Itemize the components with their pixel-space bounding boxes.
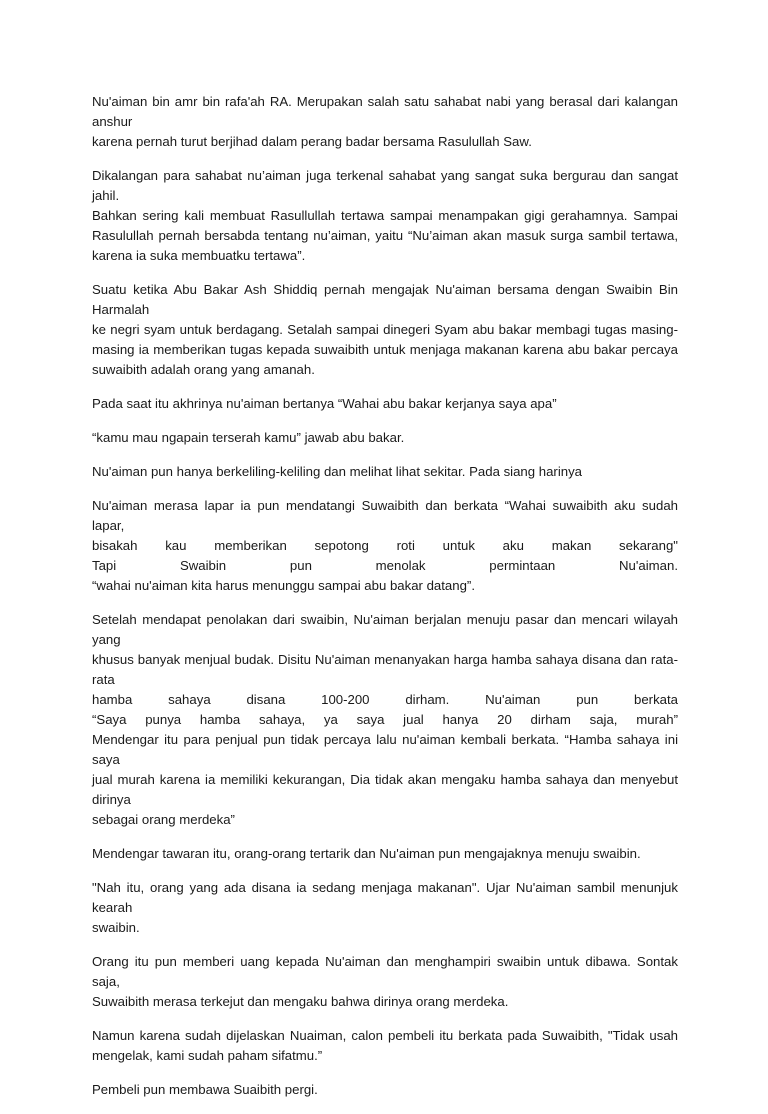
text-line: “Saya punya hamba sahaya, ya saya jual hanya 20 dirham saja, murah” xyxy=(92,712,678,727)
text-line: Nu'aiman merasa lapar ia pun mendatangi Suwaibith dan berkata “Wahai suwaibith aku sudah lapar, xyxy=(92,498,678,533)
document-page xyxy=(92,92,678,1114)
paragraph-13 xyxy=(92,1080,678,1100)
text-line: Mendengar itu para penjual pun tidak percaya lalu nu'aiman kembali berkata. “Hamba sahaya ini saya xyxy=(92,732,678,767)
paragraph-9 xyxy=(92,844,678,864)
text-line: Orang itu pun memberi uang kepada Nu'aiman dan menghampiri swaibin untuk dibawa. Sontak saja, xyxy=(92,954,678,989)
text-line: Rasulullah pernah bersabda tentang nu’aiman, yaitu “Nu’aiman akan masuk surga sambil tertawa, xyxy=(92,228,678,243)
text-line: Bahkan sering kali membuat Rasullullah tertawa sampai menampakan gigi gerahamnya. Sampai xyxy=(92,208,678,223)
text-line: ke negri syam untuk berdagang. Setalah sampai dinegeri Syam abu bakar membagi tugas masing- xyxy=(92,322,678,337)
text-line: “wahai nu'aiman kita harus menunggu sampai abu bakar datang”. xyxy=(92,578,475,593)
text-line: suwaibith adalah orang yang amanah. xyxy=(92,362,315,377)
text-line: Pada saat itu akhrinya nu'aiman bertanya “Wahai abu bakar kerjanya saya apa” xyxy=(92,396,557,411)
text-line: Tapi Swaibin pun menolak permintaan Nu'aiman. xyxy=(92,558,678,573)
text-line: Suatu ketika Abu Bakar Ash Shiddiq pernah mengajak Nu'aiman bersama dengan Swaibin Bin Harmalah xyxy=(92,282,678,317)
text-line: Mendengar tawaran itu, orang-orang tertarik dan Nu'aiman pun mengajaknya menuju swaibin. xyxy=(92,846,641,861)
text-line: “kamu mau ngapain terserah kamu” jawab abu bakar. xyxy=(92,430,405,445)
text-line: Dikalangan para sahabat nu’aiman juga terkenal sahabat yang sangat suka bergurau dan sangat jahil. xyxy=(92,168,678,203)
text-line: karena pernah turut berjihad dalam perang badar bersama Rasulullah Saw. xyxy=(92,134,532,149)
text-line: hamba sahaya disana 100-200 dirham. Nu'aiman pun berkata xyxy=(92,692,678,707)
paragraph-7 xyxy=(92,496,678,596)
text-line: jual murah karena ia memiliki kekurangan, Dia tidak akan mengaku hamba sahaya dan menyebut dirinya xyxy=(92,772,678,807)
text-line: masing ia memberikan tugas kepada suwaibith untuk menjaga makanan karena abu bakar percaya xyxy=(92,342,678,357)
paragraph-6 xyxy=(92,462,678,482)
text-line: Setelah mendapat penolakan dari swaibin, Nu'aiman berjalan menuju pasar dan mencari wilayah yang xyxy=(92,612,678,647)
text-line: karena ia suka membuatku tertawa”. xyxy=(92,248,306,263)
text-line: "Nah itu, orang yang ada disana ia sedang menjaga makanan". Ujar Nu'aiman sambil menunjuk kearah xyxy=(92,880,678,915)
paragraph-4 xyxy=(92,394,678,414)
text-line: Suwaibith merasa terkejut dan mengaku bahwa dirinya orang merdeka. xyxy=(92,994,509,1009)
paragraph-10 xyxy=(92,878,678,938)
paragraph-1 xyxy=(92,92,678,152)
text-line: sebagai orang merdeka” xyxy=(92,812,235,827)
paragraph-3 xyxy=(92,280,678,380)
text-line: Namun karena sudah dijelaskan Nuaiman, calon pembeli itu berkata pada Suwaibith, "Tidak usah xyxy=(92,1028,678,1043)
paragraph-11 xyxy=(92,952,678,1012)
paragraph-8 xyxy=(92,610,678,830)
text-line: swaibin. xyxy=(92,920,140,935)
paragraph-12 xyxy=(92,1026,678,1066)
text-line: Nu'aiman bin amr bin rafa'ah RA. Merupakan salah satu sahabat nabi yang berasal dari kalangan anshur xyxy=(92,94,678,129)
paragraph-5 xyxy=(92,428,678,448)
text-line: khusus banyak menjual budak. Disitu Nu'aiman menanyakan harga hamba sahaya disana dan rata-rata xyxy=(92,652,678,687)
text-line: bisakah kau memberikan sepotong roti untuk aku makan sekarang" xyxy=(92,538,678,553)
text-line: Nu'aiman pun hanya berkeliling-keliling dan melihat lihat sekitar. Pada siang harinya xyxy=(92,464,583,479)
text-line: Pembeli pun membawa Suaibith pergi. xyxy=(92,1082,318,1097)
paragraph-2 xyxy=(92,166,678,266)
text-line: mengelak, kami sudah paham sifatmu.” xyxy=(92,1048,323,1063)
